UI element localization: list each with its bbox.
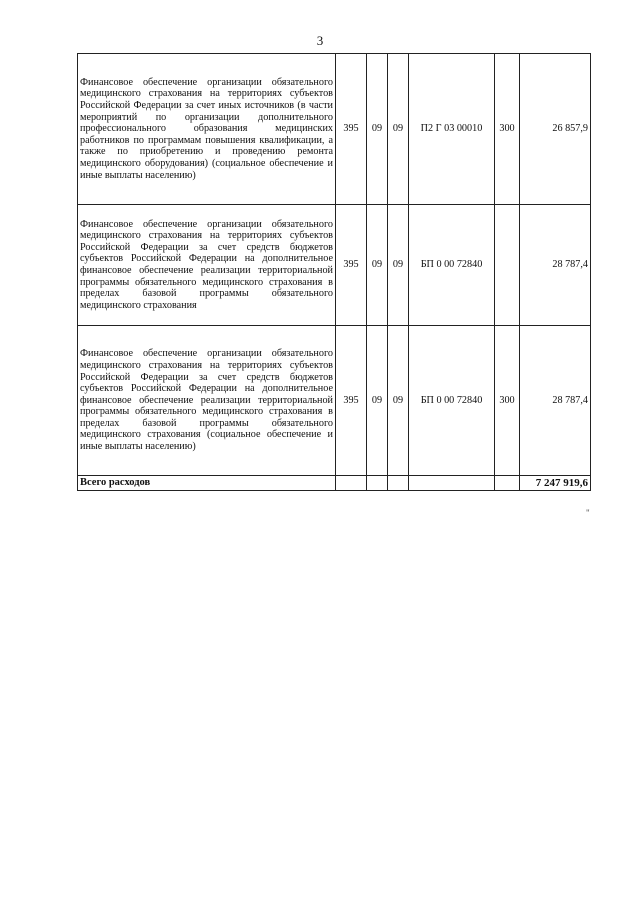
subsection-code: 09: [388, 54, 409, 205]
empty-cell: [367, 476, 388, 491]
expense-type-code: [495, 205, 520, 326]
ministry-code: 395: [336, 205, 367, 326]
row-description: Финансовое обеспечение организации обязательного медицинского страхования на территориях субъектов Российской Федерации за счет средств бюджетов субъектов Российской Федерации на дополнительное финансовое обеспечение реализации территориальной программы обязательного медицинского страхования в пределах базовой программы обязательного медицинского страхования: [78, 205, 336, 326]
table-row: [78, 326, 591, 476]
expense-type-code: 300: [495, 54, 520, 205]
total-label: Всего расходов: [78, 476, 336, 491]
empty-cell: [388, 476, 409, 491]
subsection-code: 09: [388, 205, 409, 326]
expense-type-code: 300: [495, 326, 520, 476]
row-description: Финансовое обеспечение организации обязательного медицинского страхования на территориях субъектов Российской Федерации за счет иных источников (в части мероприятий по организации дополнительного профессионального образования медицинских работников по программам повышения квалификации, а также по приобретению и проведению ремонта медицинского оборудования) (социальное обеспечение и иные выплаты населению): [78, 54, 336, 205]
budget-table: [77, 53, 591, 491]
target-article-code: БП 0 00 72840: [409, 205, 495, 326]
subsection-code: 09: [388, 326, 409, 476]
empty-cell: [336, 476, 367, 491]
table-row: [78, 54, 591, 205]
total-amount: 7 247 919,6: [520, 476, 591, 491]
empty-cell: [409, 476, 495, 491]
empty-cell: [495, 476, 520, 491]
ministry-code: 395: [336, 54, 367, 205]
section-code: 09: [367, 54, 388, 205]
section-code: 09: [367, 205, 388, 326]
target-article-code: П2 Г 03 00010: [409, 54, 495, 205]
row-amount: 26 857,9: [520, 54, 591, 205]
row-amount: 28 787,4: [520, 205, 591, 326]
closing-quote-mark: ": [586, 508, 590, 518]
target-article-code: БП 0 00 72840: [409, 326, 495, 476]
page-number: 3: [316, 33, 324, 48]
total-row: [78, 476, 591, 491]
row-description: Финансовое обеспечение организации обязательного медицинского страхования на территориях субъектов Российской Федерации за счет средств бюджетов субъектов Российской Федерации на дополнительное финансовое обеспечение реализации территориальной программы обязательного медицинского страхования в пределах базовой программы обязательного медицинского страхования (социальное обеспечение и иные выплаты населению): [78, 326, 336, 476]
row-amount: 28 787,4: [520, 326, 591, 476]
ministry-code: 395: [336, 326, 367, 476]
section-code: 09: [367, 326, 388, 476]
table-row: [78, 205, 591, 326]
